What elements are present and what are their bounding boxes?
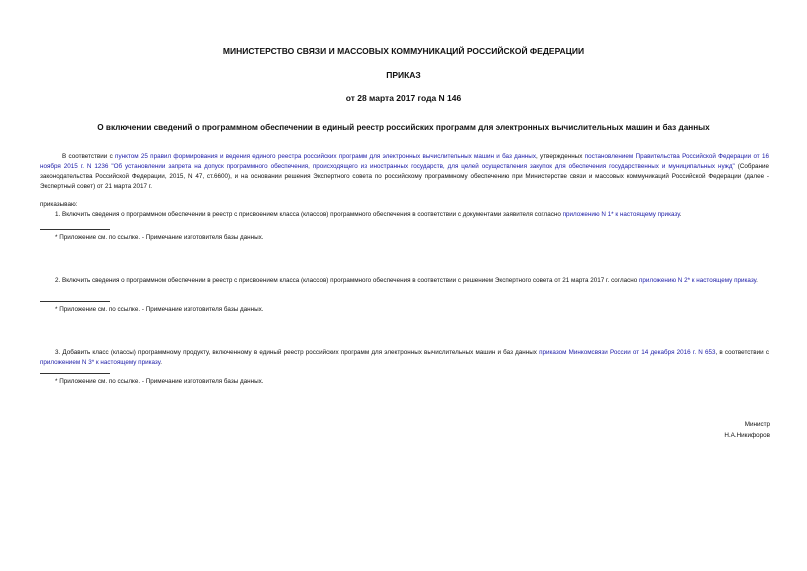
ministry-heading: МИНИСТЕРСТВО СВЯЗИ И МАССОВЫХ КОММУНИКАЦИЙ РОССИЙСКОЙ ФЕДЕРАЦИИ bbox=[222, 46, 585, 56]
mincomsvyaz-order-653-link[interactable]: приказом Минкомсвязи России от 14 декабря 2016 г. N 653 bbox=[539, 349, 716, 356]
intro-paragraph: В соответствии с пунктом 25 правил формирования и ведения единого реестра российских программ для электронных вычислительных машин и баз данных, утвержденных постановлением Правительства Российской Федерации от 16 ноября 2015 г. N 1236 "Об установлении запрета на допуск программного обеспечения, происходящего из иностранных государств, для целей осуществления закупок для обеспечения государственных и муниципальных нужд" (Собрание законодательства Российской Федерации, 2015, N 47, ст.6600), и на основании решения Экспертного совета по российскому программному обеспечению при Министерстве связи и массовых коммуникаций Российской Федерации (далее - Экспертный совет) от 21 марта 2017 г. bbox=[40, 153, 770, 190]
signature-name: Н.А.Никифоров bbox=[724, 432, 770, 439]
footnote-2: * Приложение см. по ссылке. - Примечание изготовителя базы данных. bbox=[55, 306, 264, 313]
appendix-3-link[interactable]: приложением N 3* к настоящему приказу bbox=[40, 359, 161, 366]
item-3: 3. Добавить класс (классы) программному продукту, включенному в единый реестр российских программ для электронных вычислительных машин и баз данных приказом Минкомсвязи России от 14 декабря 2016 г. N 653, в соответствии с приложением N 3* к настоящему приказу. bbox=[40, 349, 769, 366]
footnote-rule-2 bbox=[40, 301, 110, 302]
footnote-rule-1 bbox=[40, 229, 110, 230]
rules-point-25-link[interactable]: пунктом 25 правил формирования и ведения единого реестра российских программ для электронных вычислительных машин и баз данных bbox=[115, 153, 536, 160]
footnote-rule-3 bbox=[40, 373, 110, 374]
appendix-2-link[interactable]: приложению N 2* к настоящему приказу bbox=[639, 277, 757, 284]
signature-position: Министр bbox=[744, 421, 770, 428]
document-title: О включении сведений о программном обеспечении в единый реестр российских программ для электронных вычислительных машин и баз данных bbox=[97, 123, 710, 132]
government-decree-1236-link[interactable]: постановлением Правительства Российской Федерации от 16 ноября 2015 г. N 1236 "Об установлении запрета на допуск программного обеспечения, происходящего из иностранных государств, для целей осуществления закупок для обеспечения государственных и муниципальных нужд" bbox=[40, 153, 770, 170]
document-date-number: от 28 марта 2017 года N 146 bbox=[345, 93, 462, 103]
item-2: 2. Включить сведения о программном обеспечении в реестр с присвоением класса (классов) программного обеспечения в соответствии с решением Экспертного совета от 21 марта 2017 г. согласно приложению N 2* к настоящему приказу. bbox=[55, 277, 758, 284]
footnote-3: * Приложение см. по ссылке. - Примечание изготовителя базы данных. bbox=[55, 378, 264, 385]
footnote-1: * Приложение см. по ссылке. - Примечание изготовителя базы данных. bbox=[55, 234, 264, 241]
order-word: приказываю: bbox=[40, 201, 78, 208]
item-1: 1. Включить сведения о программном обеспечении в реестр с присвоением класса (классов) программного обеспечения в соответствии с документами заявителя согласно приложению N 1* к настоящему приказу. bbox=[55, 211, 682, 218]
appendix-1-link[interactable]: приложению N 1* к настоящему приказу bbox=[562, 211, 680, 218]
document-type: ПРИКАЗ bbox=[386, 70, 421, 80]
